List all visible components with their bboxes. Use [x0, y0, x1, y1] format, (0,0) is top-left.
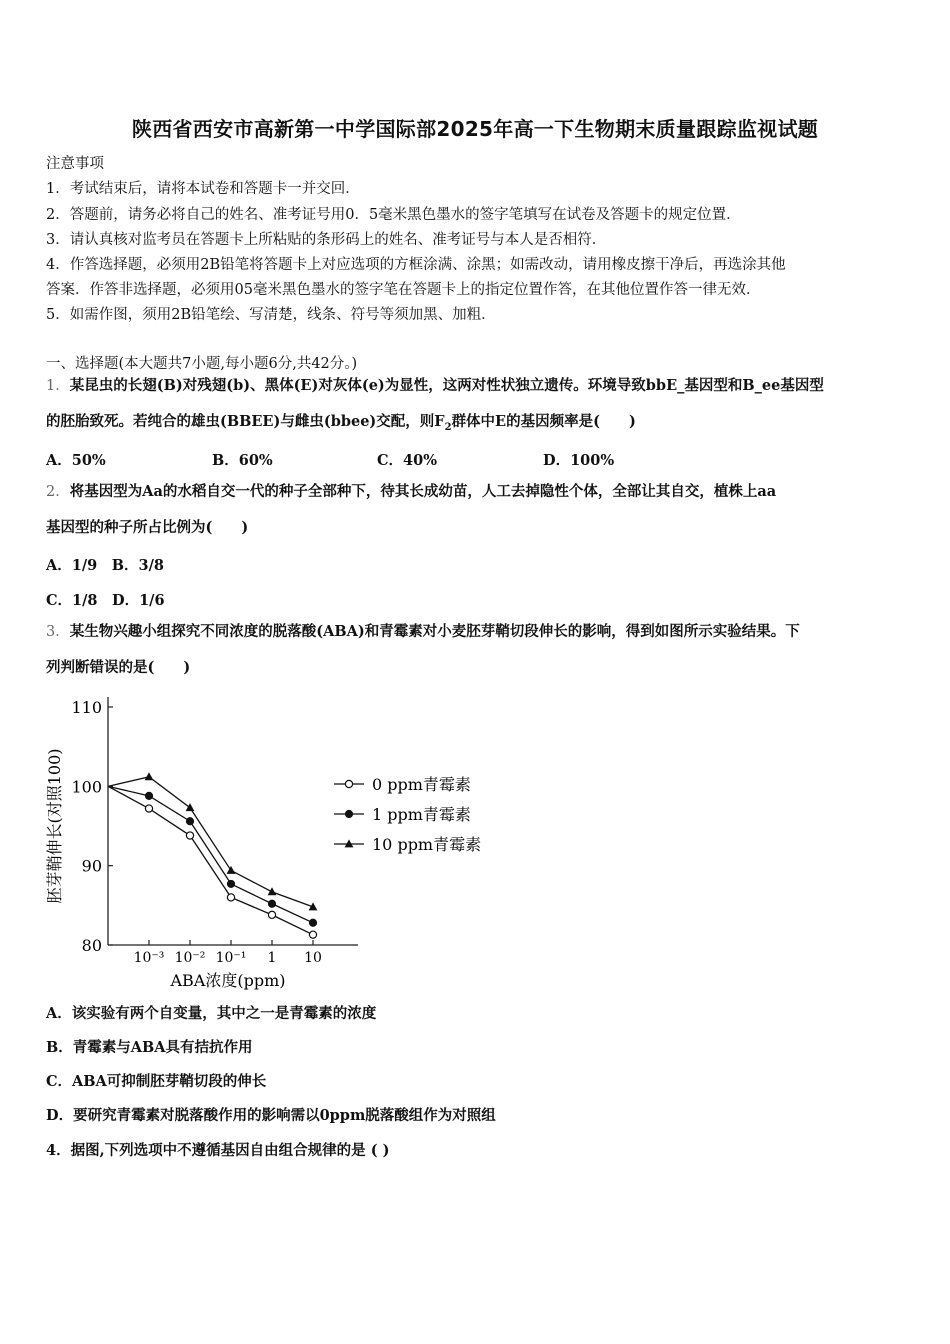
data-point	[268, 900, 275, 907]
options-row-1: A．1/9 B．3/8	[46, 557, 164, 574]
series-line-2	[108, 777, 313, 907]
question-number: 1．	[46, 378, 70, 394]
question-4	[46, 1139, 389, 1160]
data-point	[227, 866, 236, 874]
question-3	[46, 614, 908, 686]
notice-item: 1．考试结束后，请将本试卷和答题卡一并交回．	[46, 181, 360, 197]
data-point	[186, 818, 193, 825]
x-tick-label: 10	[304, 950, 322, 966]
series-line-0	[108, 786, 313, 934]
notice-heading: 注意事项	[46, 156, 104, 172]
data-point	[186, 803, 195, 811]
data-point	[268, 911, 275, 918]
data-point	[227, 880, 234, 887]
question-2	[46, 474, 908, 546]
page-title: 陕西省西安市高新第一中学国际部2025年高一下生物期末质量跟踪监视试题	[131, 117, 819, 141]
question-text: 某昆虫的长翅(B)对残翅(b)、黑体(E)对灰体(e)为显性，这两对性状独立遗传。环境导致bbE_基因型和B_ee基因型	[69, 377, 824, 394]
question-text: 群体中E的基因频率是( )	[451, 413, 636, 430]
data-point	[145, 792, 152, 799]
option-c: C．ABA可抑制胚芽鞘切段的伸长	[46, 1073, 267, 1090]
question-text: 某生物兴趣小组探究不同浓度的脱落酸(ABA)和青霉素对小麦胚芽鞘切段伸长的影响，得到如图所示实验结果。下	[69, 623, 800, 640]
question-text: 基因型的种子所占比例为( )	[46, 519, 249, 536]
option-b: B．青霉素与ABA具有拮抗作用	[46, 1039, 253, 1056]
aba-chart	[40, 690, 510, 990]
option-d: D．100%	[543, 452, 615, 469]
data-point	[145, 805, 152, 812]
option-a: A．50%	[46, 452, 106, 469]
notice-item: 2．答题前，请务必将自己的姓名、准考证号用0．5毫米黑色墨水的签字笔填写在试卷及答题卡的规定位置．	[46, 207, 741, 223]
x-axis-label: ABA浓度(ppm)	[170, 971, 286, 990]
x-tick-label: 10⁻¹	[215, 950, 247, 966]
question-number: 2．	[46, 484, 70, 500]
data-point	[268, 887, 277, 895]
question-number: 3．	[46, 624, 70, 640]
notice-item: 答案．作答非选择题，必须用05毫米黑色墨水的签字笔在答题卡上的指定位置作答，在其他位置作答一律无效．	[46, 282, 761, 298]
x-tick-label: 10⁻²	[174, 950, 206, 966]
y-tick-label: 110	[71, 698, 102, 717]
options-row-2: C．1/8 D．1/6	[46, 592, 165, 609]
legend-label: 0 ppm青霉素	[372, 775, 471, 794]
y-axis-label: 胚芽鞘伸长(对照100)	[45, 748, 64, 904]
data-point	[186, 832, 193, 839]
y-tick-label: 90	[81, 856, 102, 876]
notice-item: 3．请认真核对监考员在答题卡上所粘贴的条形码上的姓名、准考证号与本人是否相符．	[46, 232, 607, 248]
option-b: B．60%	[212, 452, 273, 469]
notice-item: 4．作答选择题，必须用2B铅笔将答题卡上对应选项的方框涂满、涂黑；如需改动，请用橡皮擦干净后，再选涂其他	[46, 257, 786, 273]
option-c: C．40%	[377, 452, 437, 469]
legend-marker	[345, 810, 352, 817]
question-1	[46, 368, 908, 446]
legend-label: 10 ppm青霉素	[372, 835, 482, 854]
series-line-1	[108, 786, 313, 922]
option-d: D．要研究青霉素对脱落酸作用的影响需以0ppm脱落酸组作为对照组	[46, 1107, 496, 1124]
question-text: 的胚胎致死。若纯合的雄虫(BBEE)与雌虫(bbee)交配，则F	[46, 413, 445, 430]
x-tick-label: 10⁻³	[133, 950, 165, 966]
y-tick-label: 100	[71, 777, 102, 797]
question-number: 4．	[46, 1142, 71, 1159]
option-a: A．该实验有两个自变量，其中之一是青霉素的浓度	[46, 1005, 377, 1022]
data-point	[309, 931, 316, 938]
data-point	[145, 772, 154, 780]
data-point	[227, 894, 234, 901]
legend-marker	[345, 780, 352, 787]
y-tick-label: 80	[81, 936, 102, 955]
notice-item: 5．如需作图，须用2B铅笔绘、写清楚，线条、符号等须加黑、加粗．	[46, 307, 496, 323]
data-point	[309, 919, 316, 926]
subscript: 2	[444, 421, 452, 433]
question-text: 将基因型为Aa的水稻自交一代的种子全部种下，待其长成幼苗，人工去掉隐性个体，全部让其自交，植株上aa	[69, 483, 777, 500]
x-tick-label: 1	[267, 950, 277, 966]
legend-label: 1 ppm青霉素	[372, 805, 471, 824]
question-text: 据图,下列选项中不遵循基因自由组合规律的是 ( )	[70, 1142, 390, 1159]
section-heading: 一、选择题(本大题共7小题,每小题6分,共42分。)	[46, 356, 358, 372]
question-text: 列判断错误的是( )	[46, 659, 191, 676]
